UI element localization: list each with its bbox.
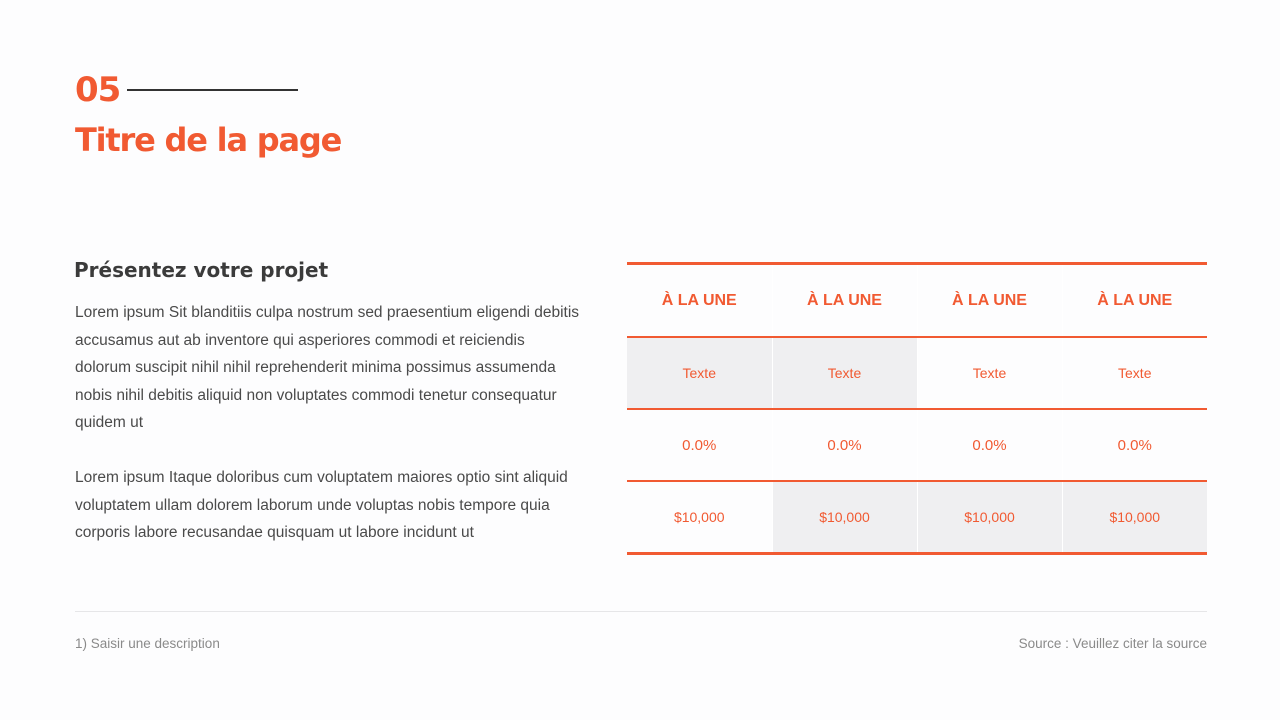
table-cell: $10,000: [627, 481, 772, 554]
table-cell: 0.0%: [1062, 409, 1207, 481]
page-title: Titre de la page: [75, 121, 342, 159]
table-row: [627, 481, 1207, 554]
table-cell: $10,000: [1062, 481, 1207, 554]
data-table: [627, 262, 1207, 555]
table-cell: 0.0%: [627, 409, 772, 481]
table-cell: Texte: [1062, 337, 1207, 409]
body-paragraph-2: Lorem ipsum Itaque doloribus cum voluptatem maiores optio sint aliquid voluptatem ullam dolorem laborum unde voluptas nobis tempore quia corporis labore recusandae quisquam ut labore incidunt ut: [75, 469, 568, 541]
section-heading: Présentez votre projet: [74, 258, 329, 282]
page-number-rule: [127, 89, 298, 91]
table-row: [627, 337, 1207, 409]
table-header-cell: À LA UNE: [917, 264, 1062, 338]
table-cell: Texte: [917, 337, 1062, 409]
footer-divider: [75, 611, 1207, 612]
table-header-cell: À LA UNE: [1062, 264, 1207, 338]
table-cell: 0.0%: [917, 409, 1062, 481]
table-cell: Texte: [627, 337, 772, 409]
body-paragraph-1: Lorem ipsum Sit blanditiis culpa nostrum sed praesentium eligendi debitis accusamus aut ab inventore qui asperiores commodi et reiciendis dolorum suscipit nihil nihil reprehenderit minima possimus assumenda nobis nihil debitis aliquid non voluptates commodi tenetur consequatur quidem ut: [75, 304, 580, 431]
table-row: [627, 409, 1207, 481]
footnote: 1) Saisir une description: [75, 636, 220, 651]
table-header-row: [627, 264, 1207, 338]
source-note: Source : Veuillez citer la source: [1018, 636, 1207, 651]
table-cell: $10,000: [772, 481, 917, 554]
table-cell: 0.0%: [772, 409, 917, 481]
table-cell: Texte: [772, 337, 917, 409]
table-header-cell: À LA UNE: [627, 264, 772, 338]
table-cell: $10,000: [917, 481, 1062, 554]
page-number: 05: [75, 70, 121, 110]
body-text: [75, 299, 580, 579]
table-header-cell: À LA UNE: [772, 264, 917, 338]
